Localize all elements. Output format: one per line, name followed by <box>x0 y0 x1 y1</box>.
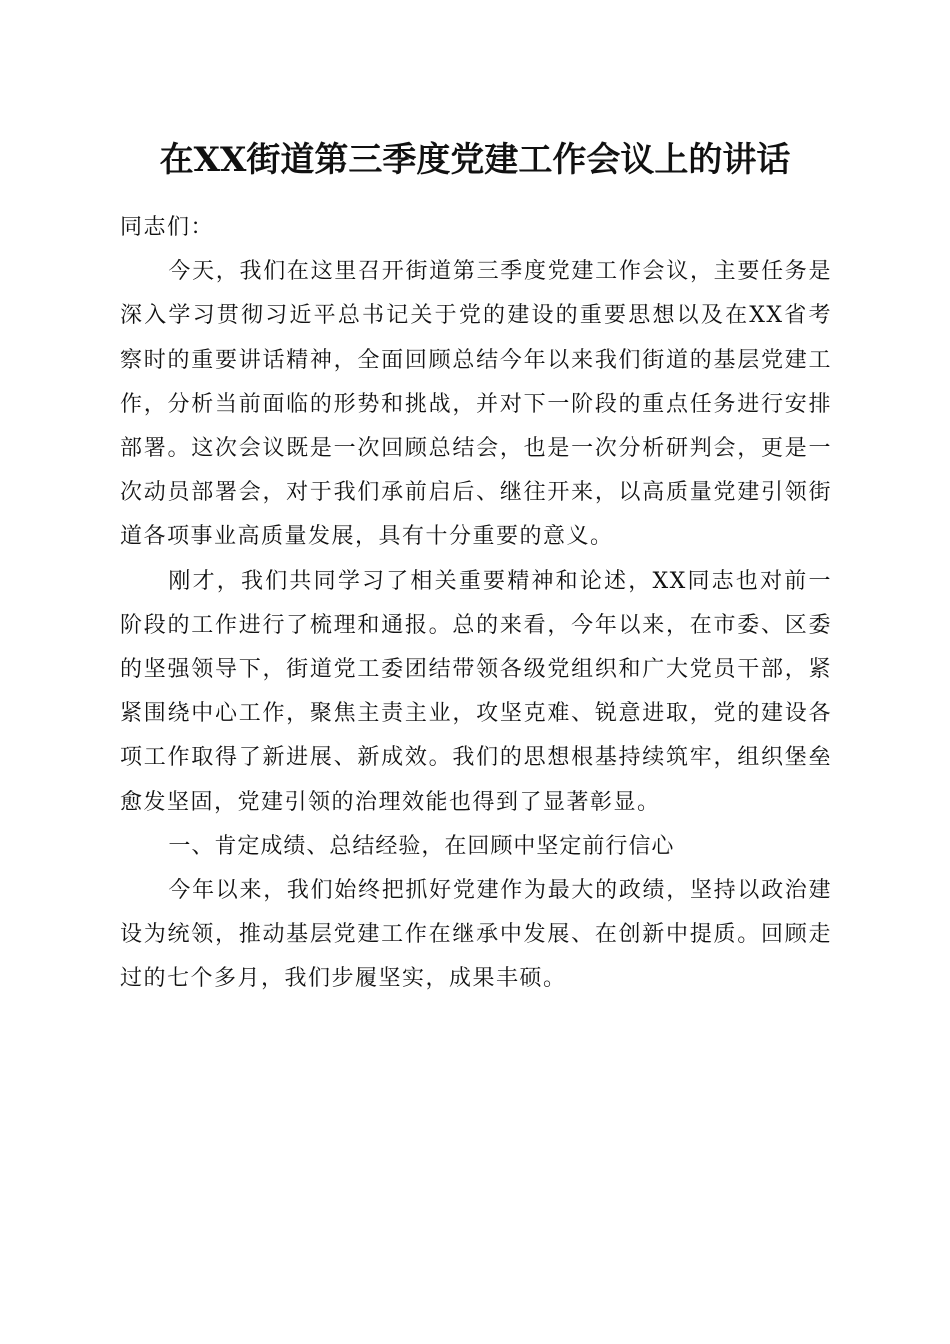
document-title: 在XX街道第三季度党建工作会议上的讲话 <box>159 140 791 180</box>
section-heading: 一、肯定成绩、总结经验，在回顾中坚定前行信心 <box>168 833 675 859</box>
section-paragraph: 今年以来，我们始终把抓好党建作为最大的政绩，坚持以政治建设为统领，推动基层党建工作在继承中发展、在创新中提质。回顾走过的七个多月，我们步履坚实，成果丰硕。 <box>120 878 832 992</box>
document-body <box>120 206 832 1002</box>
paragraph-opening: 今天，我们在这里召开街道第三季度党建工作会议，主要任务是深入学习贯彻习近平总书记关于党的建设的重要思想以及在XX省考察时的重要讲话精神，全面回顾总结今年以来我们街道的基层党建工作，分析当前面临的形势和挑战，并对下一阶段的重点任务进行安排部署。这次会议既是一次回顾总结会，也是一次分析研判会，更是一次动员部署会，对于我们承前启后、继往开来，以高质量党建引领街道各项事业高质量发展，具有十分重要的意义。 <box>120 259 832 550</box>
paragraph-review: 刚才，我们共同学习了相关重要精神和论述，XX同志也对前一阶段的工作进行了梳理和通报。总的来看，今年以来，在市委、区委的坚强领导下，街道党工委团结带领各级党组织和广大党员干部，紧紧围绕中心工作，聚焦主责主业，攻坚克难、锐意进取，党的建设各项工作取得了新进展、新成效。我们的思想根基持续筑牢，组织堡垒愈发坚固，党建引领的治理效能也得到了显著彰显。 <box>120 568 832 815</box>
salutation: 同志们： <box>120 215 215 240</box>
